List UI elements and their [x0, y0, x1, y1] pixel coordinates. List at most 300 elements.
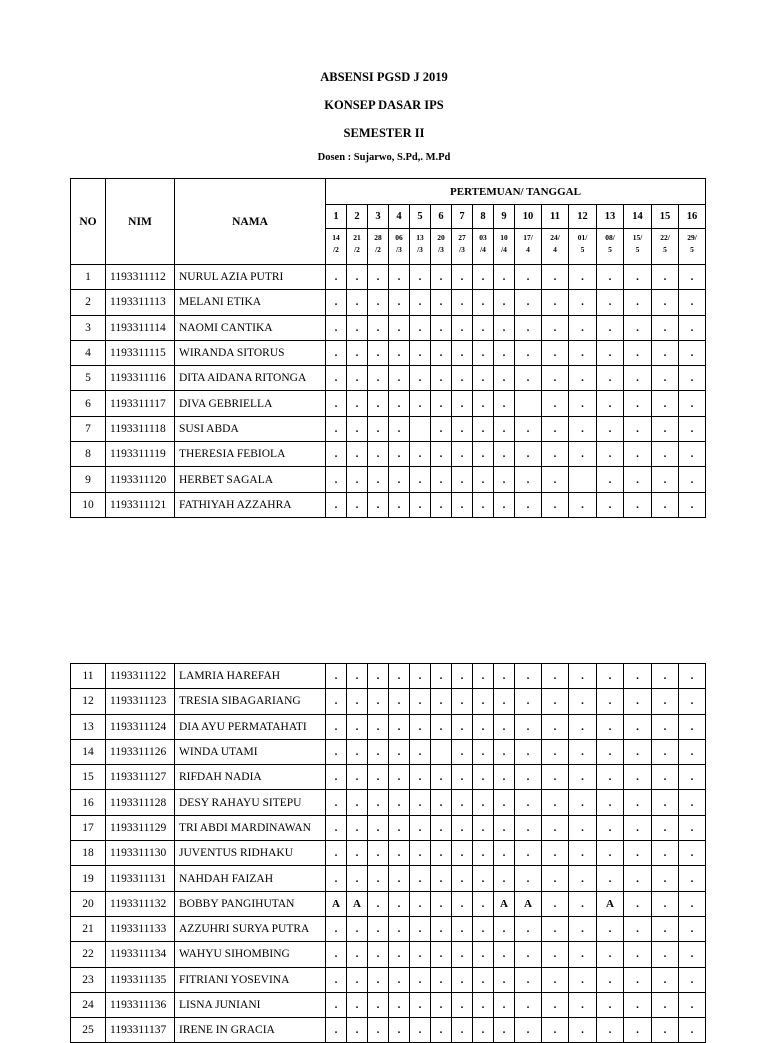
- attendance-mark: .: [542, 391, 569, 416]
- attendance-mark: .: [515, 366, 542, 391]
- attendance-mark: .: [389, 442, 410, 467]
- attendance-mark: .: [410, 391, 431, 416]
- attendance-mark: .: [624, 492, 652, 517]
- attendance-mark: .: [347, 967, 368, 992]
- attendance-mark: .: [368, 866, 389, 891]
- attendance-mark: .: [347, 366, 368, 391]
- student-no: 25: [71, 1018, 106, 1043]
- attendance-mark: .: [679, 340, 706, 365]
- attendance-mark: .: [452, 714, 473, 739]
- attendance-mark: .: [542, 315, 569, 340]
- meeting-number: 15: [652, 205, 679, 229]
- student-name: HERBET SAGALA: [175, 467, 326, 492]
- attendance-mark: .: [679, 1018, 706, 1043]
- attendance-mark: .: [452, 366, 473, 391]
- attendance-mark: .: [515, 866, 542, 891]
- attendance-mark: .: [410, 967, 431, 992]
- attendance-mark: .: [494, 916, 515, 941]
- attendance-mark: .: [410, 790, 431, 815]
- attendance-mark: .: [624, 442, 652, 467]
- attendance-mark: .: [389, 467, 410, 492]
- student-nim: 1193311131: [106, 866, 175, 891]
- student-no: 4: [71, 340, 106, 365]
- attendance-mark: .: [494, 340, 515, 365]
- attendance-mark: .: [569, 815, 597, 840]
- student-name: IRENE IN GRACIA: [175, 1018, 326, 1043]
- attendance-mark: .: [410, 1018, 431, 1043]
- attendance-mark: .: [431, 664, 452, 689]
- attendance-mark: .: [326, 467, 347, 492]
- attendance-mark: .: [679, 492, 706, 517]
- student-name: FITRIANI YOSEVINA: [175, 967, 326, 992]
- meeting-date: 24/ 4: [542, 229, 569, 265]
- attendance-mark: .: [494, 442, 515, 467]
- attendance-mark: .: [473, 714, 494, 739]
- attendance-mark: .: [389, 492, 410, 517]
- attendance-mark: .: [326, 916, 347, 941]
- meeting-date: 14 /2: [326, 229, 347, 265]
- attendance-mark: .: [326, 340, 347, 365]
- student-name: LISNA JUNIANI: [175, 992, 326, 1017]
- attendance-mark: .: [652, 714, 679, 739]
- attendance-mark: .: [515, 815, 542, 840]
- attendance-mark: .: [368, 467, 389, 492]
- student-name: DIVA GEBRIELLA: [175, 391, 326, 416]
- attendance-mark: .: [652, 366, 679, 391]
- attendance-mark: .: [652, 992, 679, 1017]
- attendance-mark: .: [452, 866, 473, 891]
- student-no: 24: [71, 992, 106, 1017]
- attendance-mark: .: [389, 916, 410, 941]
- attendance-mark: .: [515, 340, 542, 365]
- attendance-mark: .: [515, 1018, 542, 1043]
- header-name: NAMA: [175, 179, 326, 265]
- student-no: 7: [71, 416, 106, 441]
- attendance-mark: .: [542, 467, 569, 492]
- student-nim: 1193311114: [106, 315, 175, 340]
- student-no: 16: [71, 790, 106, 815]
- meeting-date: 13 /3: [410, 229, 431, 265]
- student-no: 5: [71, 366, 106, 391]
- attendance-mark: .: [326, 689, 347, 714]
- attendance-mark: .: [542, 492, 569, 517]
- attendance-mark: .: [431, 1018, 452, 1043]
- attendance-mark: .: [452, 765, 473, 790]
- attendance-mark: .: [347, 340, 368, 365]
- attendance-mark: .: [597, 340, 624, 365]
- attendance-mark: .: [652, 1018, 679, 1043]
- attendance-mark: .: [347, 942, 368, 967]
- student-name: DITA AIDANA RITONGA: [175, 366, 326, 391]
- attendance-mark: .: [452, 841, 473, 866]
- attendance-mark: .: [597, 689, 624, 714]
- attendance-mark: .: [410, 467, 431, 492]
- attendance-mark: .: [368, 290, 389, 315]
- attendance-mark: .: [452, 467, 473, 492]
- attendance-mark: [515, 391, 542, 416]
- meeting-date: 15/ 5: [624, 229, 652, 265]
- attendance-mark: .: [389, 391, 410, 416]
- meeting-date: 20 /3: [431, 229, 452, 265]
- attendance-mark: .: [410, 916, 431, 941]
- attendance-mark: .: [652, 315, 679, 340]
- attendance-mark: .: [473, 416, 494, 441]
- attendance-mark: .: [410, 290, 431, 315]
- attendance-mark: .: [347, 714, 368, 739]
- student-no: 14: [71, 739, 106, 764]
- attendance-mark: .: [431, 790, 452, 815]
- student-row: [71, 492, 706, 517]
- attendance-mark: .: [652, 416, 679, 441]
- attendance-mark: .: [494, 739, 515, 764]
- student-row: [71, 765, 706, 790]
- attendance-mark: .: [679, 442, 706, 467]
- student-name: JUVENTUS RIDHAKU: [175, 841, 326, 866]
- attendance-mark: .: [410, 315, 431, 340]
- attendance-mark: .: [679, 765, 706, 790]
- attendance-mark: .: [452, 391, 473, 416]
- attendance-mark: .: [597, 866, 624, 891]
- attendance-mark: .: [326, 391, 347, 416]
- attendance-mark: .: [368, 664, 389, 689]
- attendance-table-page1: [70, 178, 706, 518]
- attendance-mark: .: [624, 992, 652, 1017]
- meeting-date: 03 /4: [473, 229, 494, 265]
- attendance-mark: .: [452, 891, 473, 916]
- attendance-mark: .: [431, 891, 452, 916]
- attendance-mark: .: [597, 916, 624, 941]
- semester-label: SEMESTER II: [343, 126, 425, 140]
- attendance-mark: .: [652, 967, 679, 992]
- attendance-mark: .: [326, 992, 347, 1017]
- student-name: WINDA UTAMI: [175, 739, 326, 764]
- student-nim: 1193311127: [106, 765, 175, 790]
- student-no: 21: [71, 916, 106, 941]
- attendance-mark: .: [652, 467, 679, 492]
- attendance-mark: .: [410, 942, 431, 967]
- attendance-mark: .: [368, 442, 389, 467]
- attendance-mark: .: [652, 916, 679, 941]
- attendance-mark: .: [347, 442, 368, 467]
- attendance-mark: .: [624, 1018, 652, 1043]
- attendance-mark: .: [431, 265, 452, 290]
- meeting-number: 9: [494, 205, 515, 229]
- attendance-mark: .: [679, 866, 706, 891]
- attendance-mark: .: [431, 340, 452, 365]
- attendance-mark: .: [368, 689, 389, 714]
- attendance-mark: .: [542, 992, 569, 1017]
- doc-title: ABSENSI PGSD J 2019: [320, 70, 448, 84]
- attendance-mark: .: [542, 765, 569, 790]
- attendance-mark: .: [368, 492, 389, 517]
- student-row: [71, 891, 706, 916]
- attendance-mark: .: [624, 265, 652, 290]
- student-name: BOBBY PANGIHUTAN: [175, 891, 326, 916]
- student-no: 22: [71, 942, 106, 967]
- attendance-mark: .: [679, 790, 706, 815]
- attendance-mark: .: [679, 967, 706, 992]
- attendance-mark: .: [542, 1018, 569, 1043]
- student-row: [71, 916, 706, 941]
- attendance-mark: .: [410, 765, 431, 790]
- student-name: SUSI ABDA: [175, 416, 326, 441]
- attendance-mark: .: [515, 442, 542, 467]
- attendance-mark: .: [473, 815, 494, 840]
- student-name: TRI ABDI MARDINAWAN: [175, 815, 326, 840]
- attendance-mark: .: [569, 664, 597, 689]
- student-no: 8: [71, 442, 106, 467]
- student-row: [71, 265, 706, 290]
- attendance-mark: .: [624, 739, 652, 764]
- student-row: [71, 689, 706, 714]
- attendance-mark: .: [326, 714, 347, 739]
- attendance-mark: .: [410, 340, 431, 365]
- attendance-mark: .: [452, 442, 473, 467]
- attendance-mark: .: [452, 992, 473, 1017]
- meeting-date: 08/ 5: [597, 229, 624, 265]
- attendance-mark: [410, 416, 431, 441]
- attendance-mark: .: [679, 689, 706, 714]
- attendance-mark: .: [542, 290, 569, 315]
- attendance-mark: .: [515, 467, 542, 492]
- student-nim: 1193311122: [106, 664, 175, 689]
- attendance-mark: A: [515, 891, 542, 916]
- attendance-mark: .: [597, 841, 624, 866]
- attendance-mark: .: [389, 290, 410, 315]
- attendance-mark: .: [368, 992, 389, 1017]
- attendance-mark: .: [515, 492, 542, 517]
- attendance-mark: .: [347, 265, 368, 290]
- attendance-mark: .: [624, 416, 652, 441]
- attendance-mark: .: [326, 765, 347, 790]
- student-row: [71, 315, 706, 340]
- attendance-mark: .: [652, 739, 679, 764]
- attendance-mark: .: [431, 841, 452, 866]
- attendance-mark: .: [597, 315, 624, 340]
- attendance-mark: .: [569, 492, 597, 517]
- attendance-mark: .: [597, 664, 624, 689]
- attendance-mark: .: [569, 366, 597, 391]
- attendance-mark: .: [473, 290, 494, 315]
- attendance-mark: .: [494, 664, 515, 689]
- student-name: THERESIA FEBIOLA: [175, 442, 326, 467]
- attendance-mark: .: [624, 664, 652, 689]
- attendance-mark: .: [431, 689, 452, 714]
- attendance-mark: .: [452, 340, 473, 365]
- attendance-mark: .: [652, 765, 679, 790]
- attendance-mark: .: [494, 416, 515, 441]
- attendance-mark: .: [389, 265, 410, 290]
- meeting-number: 4: [389, 205, 410, 229]
- student-nim: 1193311135: [106, 967, 175, 992]
- attendance-mark: .: [569, 841, 597, 866]
- attendance-mark: .: [624, 942, 652, 967]
- student-row: [71, 942, 706, 967]
- attendance-mark: .: [652, 442, 679, 467]
- student-row: [71, 290, 706, 315]
- attendance-mark: .: [597, 967, 624, 992]
- attendance-mark: .: [679, 315, 706, 340]
- attendance-mark: .: [569, 290, 597, 315]
- student-row: [71, 664, 706, 689]
- meeting-number: 6: [431, 205, 452, 229]
- attendance-mark: .: [652, 689, 679, 714]
- attendance-mark: .: [542, 714, 569, 739]
- attendance-mark: .: [473, 790, 494, 815]
- attendance-mark: .: [431, 315, 452, 340]
- student-name: NURUL AZIA PUTRI: [175, 265, 326, 290]
- meeting-date: 22/ 5: [652, 229, 679, 265]
- attendance-mark: .: [569, 891, 597, 916]
- attendance-mark: A: [347, 891, 368, 916]
- attendance-mark: .: [431, 992, 452, 1017]
- attendance-mark: .: [452, 916, 473, 941]
- attendance-mark: .: [389, 416, 410, 441]
- attendance-mark: .: [410, 265, 431, 290]
- attendance-mark: .: [431, 366, 452, 391]
- student-nim: 1193311129: [106, 815, 175, 840]
- attendance-mark: .: [542, 689, 569, 714]
- attendance-mark: .: [326, 664, 347, 689]
- attendance-mark: .: [431, 391, 452, 416]
- attendance-mark: .: [569, 765, 597, 790]
- attendance-mark: .: [542, 815, 569, 840]
- meeting-number: 11: [542, 205, 569, 229]
- attendance-mark: .: [389, 992, 410, 1017]
- attendance-mark: .: [569, 315, 597, 340]
- attendance-mark: .: [542, 664, 569, 689]
- attendance-mark: [569, 467, 597, 492]
- student-name: LAMRIA HAREFAH: [175, 664, 326, 689]
- attendance-mark: .: [624, 340, 652, 365]
- student-nim: 1193311128: [106, 790, 175, 815]
- attendance-mark: .: [326, 366, 347, 391]
- attendance-mark: .: [494, 942, 515, 967]
- attendance-mark: .: [569, 265, 597, 290]
- attendance-mark: .: [368, 891, 389, 916]
- course-name: KONSEP DASAR IPS: [324, 98, 444, 112]
- student-nim: 1193311134: [106, 942, 175, 967]
- attendance-mark: .: [515, 315, 542, 340]
- student-nim: 1193311133: [106, 916, 175, 941]
- attendance-mark: .: [569, 992, 597, 1017]
- attendance-mark: .: [452, 942, 473, 967]
- attendance-mark: .: [652, 942, 679, 967]
- attendance-mark: A: [597, 891, 624, 916]
- student-no: 2: [71, 290, 106, 315]
- attendance-mark: .: [679, 891, 706, 916]
- attendance-mark: .: [624, 391, 652, 416]
- attendance-mark: .: [494, 689, 515, 714]
- student-nim: 1193311137: [106, 1018, 175, 1043]
- student-nim: 1193311115: [106, 340, 175, 365]
- attendance-mark: .: [597, 467, 624, 492]
- attendance-mark: .: [347, 416, 368, 441]
- attendance-mark: .: [652, 891, 679, 916]
- attendance-mark: .: [542, 866, 569, 891]
- meeting-number: 8: [473, 205, 494, 229]
- attendance-mark: .: [542, 790, 569, 815]
- attendance-mark: .: [473, 689, 494, 714]
- attendance-mark: .: [347, 841, 368, 866]
- attendance-mark: .: [597, 942, 624, 967]
- attendance-mark: .: [652, 841, 679, 866]
- attendance-mark: .: [679, 664, 706, 689]
- attendance-mark: .: [431, 967, 452, 992]
- attendance-mark: .: [494, 290, 515, 315]
- attendance-mark: .: [452, 689, 473, 714]
- attendance-mark: .: [679, 290, 706, 315]
- attendance-mark: .: [347, 765, 368, 790]
- attendance-mark: .: [326, 442, 347, 467]
- attendance-mark: .: [431, 765, 452, 790]
- attendance-mark: .: [652, 815, 679, 840]
- attendance-mark: .: [597, 492, 624, 517]
- student-row: [71, 967, 706, 992]
- attendance-mark: .: [597, 992, 624, 1017]
- attendance-mark: .: [652, 391, 679, 416]
- attendance-mark: .: [515, 265, 542, 290]
- attendance-mark: .: [597, 815, 624, 840]
- attendance-mark: .: [542, 916, 569, 941]
- attendance-mark: .: [494, 815, 515, 840]
- student-nim: 1193311116: [106, 366, 175, 391]
- attendance-mark: .: [368, 967, 389, 992]
- header-meetings-group: PERTEMUAN/ TANGGAL: [326, 179, 706, 205]
- attendance-mark: .: [494, 765, 515, 790]
- attendance-mark: .: [389, 891, 410, 916]
- attendance-mark: .: [389, 689, 410, 714]
- attendance-mark: .: [624, 967, 652, 992]
- attendance-mark: .: [431, 942, 452, 967]
- attendance-mark: .: [515, 790, 542, 815]
- attendance-mark: .: [679, 992, 706, 1017]
- attendance-mark: .: [326, 942, 347, 967]
- attendance-mark: .: [410, 492, 431, 517]
- attendance-mark: .: [624, 366, 652, 391]
- attendance-mark: .: [326, 790, 347, 815]
- meeting-number: 10: [515, 205, 542, 229]
- attendance-mark: .: [569, 866, 597, 891]
- attendance-mark: .: [515, 664, 542, 689]
- student-no: 10: [71, 492, 106, 517]
- attendance-mark: .: [542, 891, 569, 916]
- student-row: [71, 866, 706, 891]
- attendance-mark: .: [473, 765, 494, 790]
- attendance-mark: .: [473, 467, 494, 492]
- attendance-mark: .: [473, 739, 494, 764]
- meeting-number: 2: [347, 205, 368, 229]
- attendance-mark: .: [494, 366, 515, 391]
- attendance-mark: .: [542, 942, 569, 967]
- attendance-mark: .: [542, 416, 569, 441]
- attendance-mark: .: [597, 739, 624, 764]
- attendance-mark: .: [597, 714, 624, 739]
- student-row: [71, 340, 706, 365]
- attendance-mark: .: [410, 866, 431, 891]
- student-no: 13: [71, 714, 106, 739]
- student-no: 15: [71, 765, 106, 790]
- attendance-mark: .: [679, 416, 706, 441]
- attendance-mark: .: [452, 315, 473, 340]
- attendance-mark: .: [624, 315, 652, 340]
- attendance-mark: .: [569, 967, 597, 992]
- header-no: NO: [71, 179, 106, 265]
- attendance-mark: .: [473, 366, 494, 391]
- attendance-mark: .: [679, 265, 706, 290]
- attendance-mark: .: [597, 442, 624, 467]
- attendance-mark: .: [569, 714, 597, 739]
